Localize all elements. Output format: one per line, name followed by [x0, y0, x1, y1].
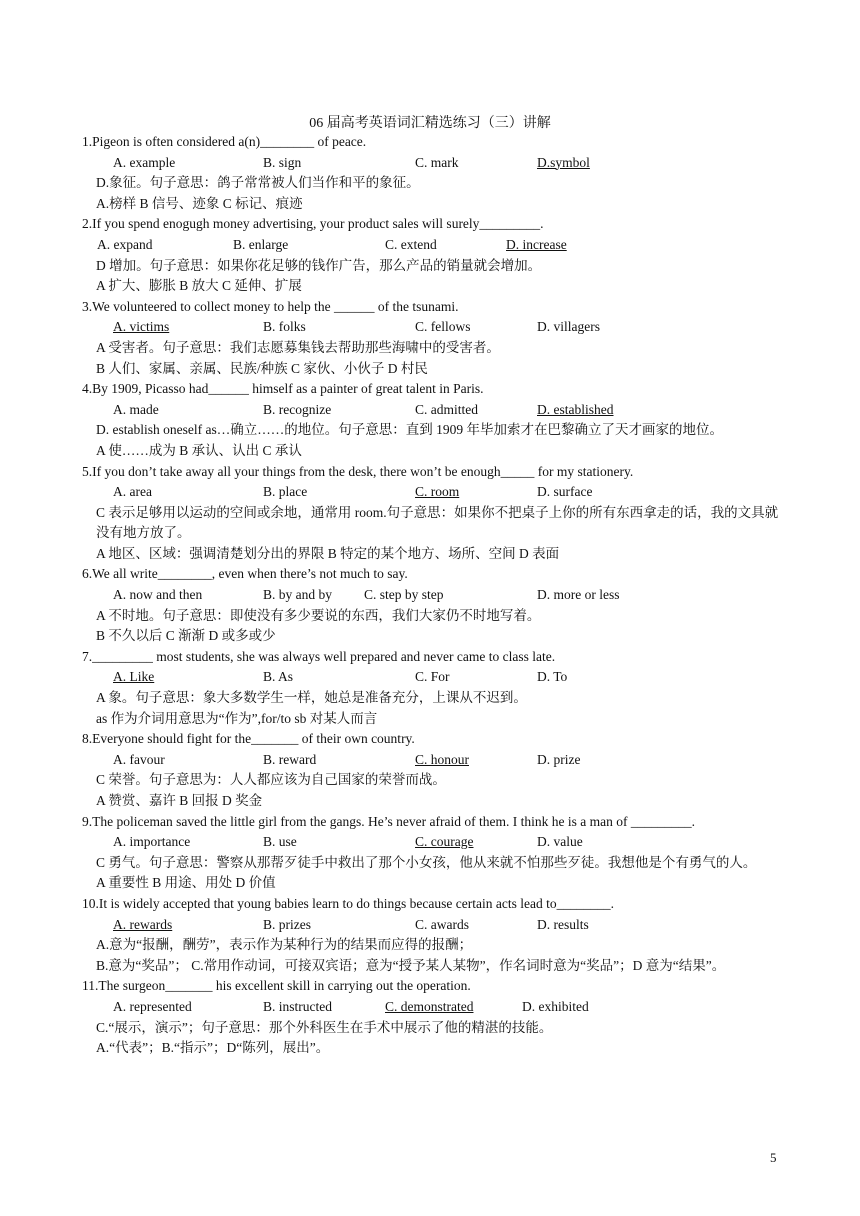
option: C. mark [415, 154, 459, 170]
option: B. folks [263, 319, 306, 335]
option: D. prize [537, 751, 581, 767]
explanation-text: A.“代表”；B.“指示”；D“陈列，展出”。 [96, 1040, 330, 1056]
option: C. extend [385, 236, 437, 252]
explanation-text: A.意为“报酬，酬劳”，表示作为某种行为的结果而应得的报酬； [96, 937, 473, 953]
answer-option: D. increase [506, 236, 567, 252]
option: B. prizes [263, 916, 311, 932]
question-text: 3.We volunteered to collect money to help the ______ of the tsunami. [82, 298, 459, 314]
options-row [0, 750, 860, 771]
answer-option: C. room [415, 484, 460, 500]
option: B. place [263, 484, 308, 500]
explanation-text: D. establish oneself as…确立……的地位。句子意思：直到 1909 年毕加索才在巴黎确立了天才画家的地位。 [96, 422, 723, 438]
explanation-text: A.榜样 B 信号、迹象 C 标记、痕迹 [96, 195, 303, 211]
option: A. importance [113, 834, 191, 850]
explanation-text: B.意为“奖品”； C.常用作动词，可接双宾语；意为“授予某人某物”，作名词时意为“奖品”；D 意为“结果”。 [96, 957, 726, 973]
question-block [0, 132, 860, 214]
explanation-text: B 人们、家属、亲属、民族/种族 C 家伙、小伙子 D 村民 [96, 360, 428, 376]
explanation-text: A 不时地。句子意思：即使没有多少要说的东西，我们大家仍不时地写着。 [96, 607, 541, 623]
option: B. enlarge [233, 236, 289, 252]
question-block [0, 214, 860, 296]
options-row [0, 585, 860, 606]
answer-option: A. Like [113, 669, 155, 685]
question-block [0, 894, 860, 976]
explanation-text: A 重要性 B 用途、用处 D 价值 [96, 875, 276, 891]
answer-option: D.symbol [537, 154, 590, 170]
answer-option: D. established [537, 401, 614, 417]
explanation-text: C 荣誉。句子意思为：人人都应该为自己国家的荣誉而战。 [96, 772, 446, 788]
option: A. area [113, 484, 152, 500]
question-block [0, 647, 860, 729]
answer-option: A. rewards [113, 916, 173, 932]
options-row [0, 482, 860, 503]
page-title: 06 届高考英语词汇精选练习（三）讲解 [309, 116, 551, 131]
option: D. results [537, 916, 589, 932]
option: C. fellows [415, 319, 471, 335]
answer-option: C. demonstrated [385, 998, 474, 1014]
question-text: 11.The surgeon_______ his excellent skill in carrying out the operation. [82, 978, 471, 994]
explanation-text: A 使……成为 B 承认、认出 C 承认 [96, 442, 302, 458]
options-row [0, 667, 860, 688]
option: D. exhibited [522, 998, 589, 1014]
options-row [0, 915, 860, 936]
page-number: 5 [770, 1150, 777, 1165]
question-block [0, 729, 860, 811]
option: A. represented [113, 998, 192, 1014]
explanation-text: B 不久以后 C 渐渐 D 或多或少 [96, 628, 276, 644]
option: B. by and by [263, 587, 332, 603]
question-block [0, 976, 860, 1058]
question-text: 1.Pigeon is often considered a(n)________ of peace. [82, 134, 367, 149]
explanation-text: D.象征。句子意思：鸽子常常被人们当作和平的象征。 [96, 175, 420, 191]
explanation-text: A 地区、区域：强调清楚划分出的界限 B 特定的某个地方、场所、空间 D 表面 [96, 545, 560, 561]
answer-option: C. courage [415, 834, 474, 850]
question-text: 2.If you spend enogugh money advertising, your product sales will surely_________. [82, 216, 544, 232]
question-text: 8.Everyone should fight for the_______ of their own country. [82, 731, 415, 747]
option: B. As [263, 669, 294, 685]
options-row [0, 997, 860, 1018]
explanation-text: C.“展示，演示”；句子意思：那个外科医生在手术中展示了他的精湛的技能。 [96, 1019, 553, 1035]
option: B. reward [263, 751, 317, 767]
option: C. admitted [415, 401, 478, 417]
question-text: 9.The policeman saved the little girl from the gangs. He’s never afraid of them. I think he is a man of _________. [82, 813, 695, 829]
question-text: 10.It is widely accepted that young babies learn to do things because certain acts lead to________. [82, 895, 614, 911]
explanation-text: A 象。句子意思：象大多数学生一样，她总是准备充分，上课从不迟到。 [96, 690, 527, 706]
option: D. villagers [537, 319, 600, 335]
option: D. surface [537, 484, 593, 500]
explanation-text: A 受害者。句子意思：我们志愿募集钱去帮助那些海啸中的受害者。 [96, 339, 500, 355]
option: C. For [415, 669, 450, 685]
option: B. instructed [263, 998, 332, 1014]
option: A. now and then [113, 587, 203, 603]
explanation-text: as 作为介词用意思为“作为”,for/to sb 对某人而言 [96, 710, 378, 726]
exercise-list [0, 132, 860, 1059]
options-row [0, 400, 860, 421]
question-text: 4.By 1909, Picasso had______ himself as a painter of great talent in Paris. [82, 381, 484, 397]
question-text: 6.We all write________, even when there’s not much to say. [82, 566, 408, 582]
options-row [0, 317, 860, 338]
question-block [0, 379, 860, 461]
answer-option: A. victims [113, 319, 170, 335]
explanation-text: C 表示足够用以运动的空间或余地，通常用 room.句子意思：如果你不把桌子上你的所有东西拿走的话，我的文具就没有地方放了。 [96, 504, 779, 541]
question-block [0, 462, 860, 565]
options-row [0, 832, 860, 853]
option: D. To [537, 669, 568, 685]
explanation-text: A 赞赏、嘉许 B 回报 D 奖金 [96, 793, 263, 808]
option: A. favour [113, 751, 165, 767]
options-row [0, 235, 860, 256]
question-text: 7._________ most students, she was always well prepared and never came to class late. [82, 648, 556, 664]
option: C. step by step [364, 587, 444, 603]
answer-option: C. honour [415, 751, 469, 767]
question-block [0, 297, 860, 379]
option: B. recognize [263, 401, 332, 417]
option: B. use [263, 834, 297, 850]
explanation-text: A 扩大、膨胀 B 放大 C 延伸、扩展 [96, 278, 302, 294]
question-block [0, 564, 860, 646]
options-row [0, 153, 860, 174]
question-text: 5.If you don’t take away all your things from the desk, there won’t be enough_____ for my stationery. [82, 463, 634, 479]
option: C. awards [415, 916, 469, 932]
option: D. value [537, 834, 583, 850]
option: A. expand [97, 236, 153, 252]
explanation-text: D 增加。句子意思：如果你花足够的钱作广告，那么产品的销量就会增加。 [96, 257, 542, 273]
option: A. made [113, 401, 159, 417]
explanation-text: C 勇气。句子意思：警察从那帮歹徒手中救出了那个小女孩，他从来就不怕那些歹徒。我想他是个有勇气的人。 [96, 854, 757, 870]
option: D. more or less [537, 587, 620, 603]
option: B. sign [263, 154, 302, 170]
question-block [0, 812, 860, 894]
option: A. example [113, 154, 176, 170]
